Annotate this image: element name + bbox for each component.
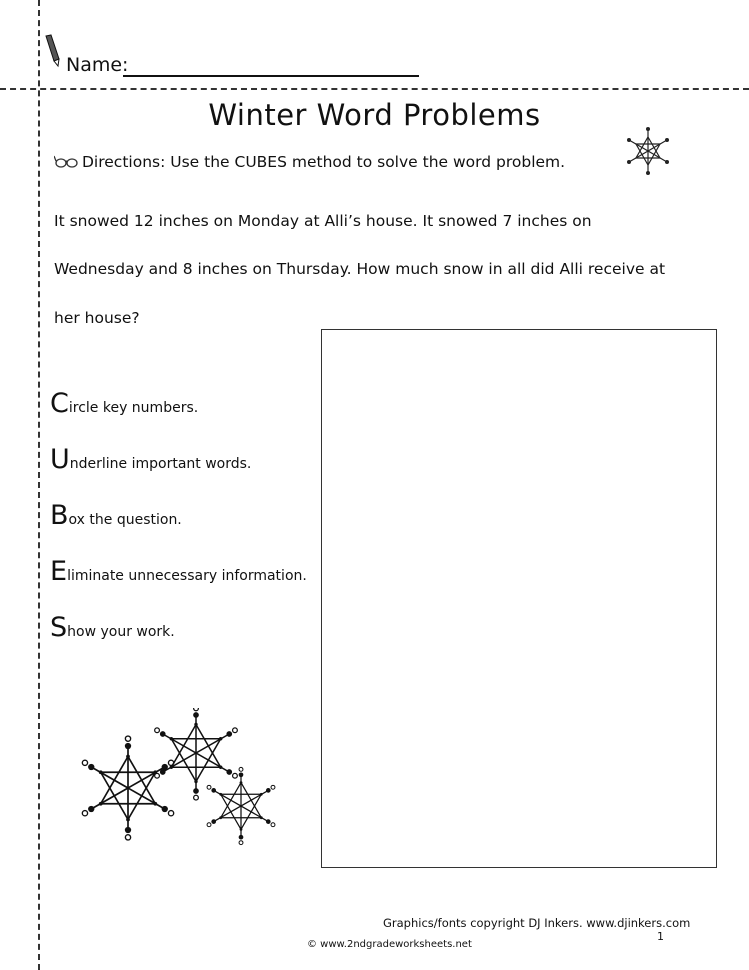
cubes-letter: B [50, 500, 69, 531]
cubes-letter: E [50, 556, 68, 587]
cubes-text: how your work. [67, 624, 175, 640]
problem-line-1: It snowed 12 inches on Monday at Alli’s house. It snowed 7 inches on [54, 212, 592, 230]
left-dashed-margin-line [38, 0, 40, 970]
cubes-step-c [50, 390, 198, 417]
cubes-step-s [50, 614, 175, 641]
name-label: Name: [66, 54, 129, 76]
directions-text: Directions: Use the CUBES method to solve the word problem. [82, 153, 566, 171]
cubes-step-u [50, 446, 251, 473]
cubes-text: ox the question. [68, 512, 182, 528]
cubes-text: liminate unnecessary information. [67, 568, 307, 584]
cubes-letter: S [50, 612, 68, 643]
top-dashed-cut-line [0, 88, 749, 90]
problem-line-2: Wednesday and 8 inches on Thursday. How much snow in all did Alli receive at [54, 260, 666, 278]
worksheet-title: Winter Word Problems [208, 98, 541, 132]
name-write-line[interactable] [123, 75, 419, 77]
footer-copyright: Graphics/fonts copyright DJ Inkers. www.djinkers.com [383, 916, 691, 930]
glasses-icon [54, 155, 80, 169]
cubes-letter: C [50, 388, 69, 419]
cubes-letter: U [50, 444, 70, 475]
cubes-text: ircle key numbers. [68, 400, 199, 416]
footer-website: © www.2ndgradeworksheets.net [307, 939, 472, 950]
directions-line [54, 153, 565, 171]
cubes-text: nderline important words. [69, 456, 252, 472]
answer-work-box[interactable] [321, 329, 717, 868]
page-number: 1 [657, 930, 664, 943]
pencil-icon [41, 34, 63, 68]
snowflakes-cluster-icon [68, 708, 280, 850]
snowflake-icon [624, 127, 672, 175]
cubes-step-e [50, 558, 307, 585]
problem-line-3: her house? [54, 309, 140, 327]
cubes-step-b [50, 502, 182, 529]
